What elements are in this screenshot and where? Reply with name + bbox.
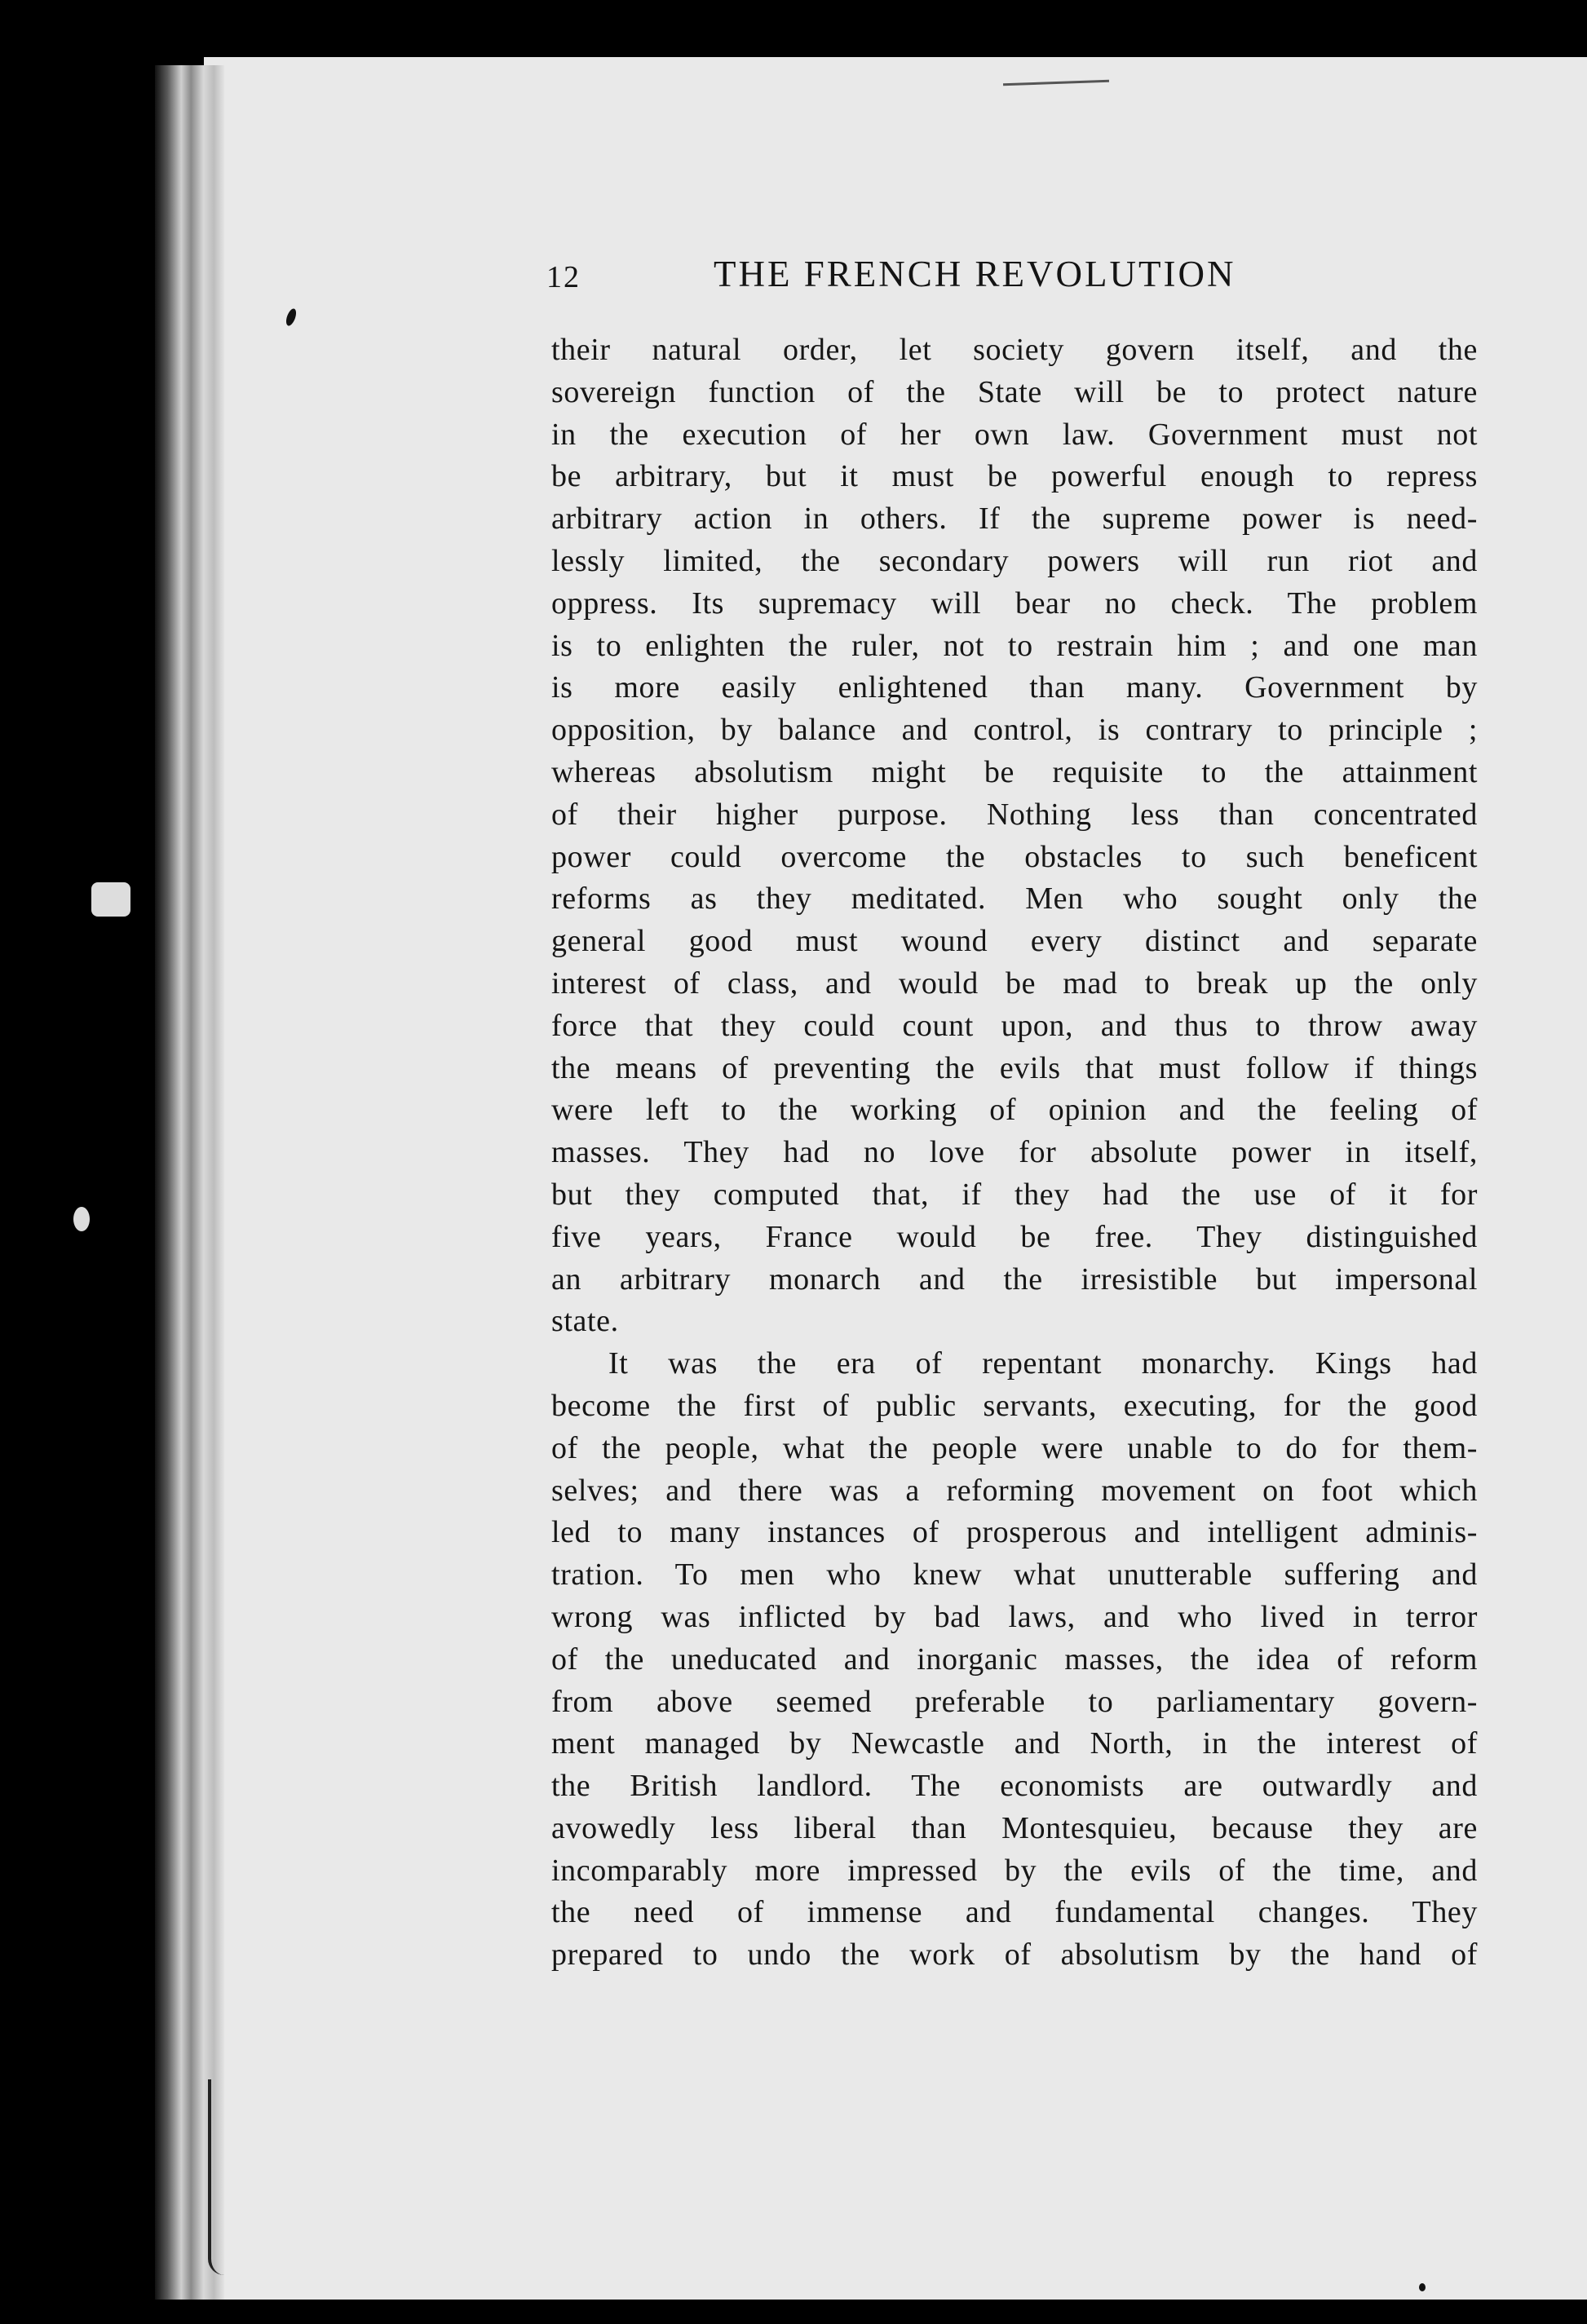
text-line: arbitrary action in others. If the supreme power is need- xyxy=(551,501,1478,537)
text-line: power could overcome the obstacles to such beneficent xyxy=(551,839,1478,874)
text-line: were left to the working of opinion and the feeling of xyxy=(551,1093,1478,1128)
text-line: become the first of public servants, executing, for the good xyxy=(551,1388,1478,1423)
paragraph xyxy=(551,329,1478,1343)
body-text xyxy=(551,329,1478,1977)
text-line: masses. They had no love for absolute power in itself, xyxy=(551,1135,1478,1170)
ink-speck-small xyxy=(1419,2283,1426,2291)
text-line: be arbitrary, but it must be powerful enough to repress xyxy=(551,459,1478,494)
book-spine xyxy=(155,65,224,2300)
text-line: in the execution of her own law. Government must not xyxy=(551,417,1478,452)
spine-edge-shadow xyxy=(208,2079,228,2275)
text-line: from above seemed preferable to parliamentary govern- xyxy=(551,1684,1478,1719)
running-title: THE FRENCH REVOLUTION xyxy=(714,254,1236,294)
text-line: wrong was inflicted by bad laws, and who lived in terror xyxy=(551,1599,1478,1634)
text-line: led to many instances of prosperous and intelligent adminis- xyxy=(551,1515,1478,1550)
text-line: but they computed that, if they had the use of it for xyxy=(551,1177,1478,1212)
text-line: lessly limited, the secondary powers will run riot and xyxy=(551,543,1478,578)
text-line: is more easily enlightened than many. Government by xyxy=(551,670,1478,705)
text-line: reforms as they meditated. Men who sought only the xyxy=(551,881,1478,917)
page-tab-mark xyxy=(91,882,130,917)
text-line: the need of immense and fundamental changes. They xyxy=(551,1895,1478,1930)
text-line: of their higher purpose. Nothing less than concentrated xyxy=(551,797,1478,832)
text-line: five years, France would be free. They distinguished xyxy=(551,1219,1478,1254)
page-speck xyxy=(73,1207,90,1231)
text-line: ment managed by Newcastle and North, in the interest of xyxy=(551,1726,1478,1761)
text-line: their natural order, let society govern itself, and the xyxy=(551,333,1478,367)
text-line: opposition, by balance and control, is contrary to principle ; xyxy=(551,713,1478,748)
text-line: avowedly less liberal than Montesquieu, because they are xyxy=(551,1810,1478,1845)
text-line: incomparably more impressed by the evils of the time, and xyxy=(551,1853,1478,1888)
text-line: oppress. Its supremacy will bear no check. The problem xyxy=(551,585,1478,621)
page-number: 12 xyxy=(546,260,581,294)
text-line: prepared to undo the work of absolutism by the hand of xyxy=(551,1937,1478,1973)
text-line: the means of preventing the evils that must follow if things xyxy=(551,1050,1478,1085)
text-line: of the people, what the people were unable to do for them- xyxy=(551,1430,1478,1465)
text-line: sovereign function of the State will be to protect nature xyxy=(551,374,1478,409)
text-line: interest of class, and would be mad to break up the only xyxy=(551,965,1478,1001)
text-line: force that they could count upon, and thus to throw away xyxy=(551,1008,1478,1043)
text-line: tration. To men who knew what unutterable suffering and xyxy=(551,1557,1478,1593)
text-line: an arbitrary monarch and the irresistible but impersonal xyxy=(551,1261,1478,1297)
page-header xyxy=(546,253,1492,318)
text-line: of the uneducated and inorganic masses, the idea of reform xyxy=(551,1641,1478,1677)
text-line: selves; and there was a reforming movement on foot which xyxy=(551,1473,1478,1508)
paragraph xyxy=(551,1343,1478,1977)
text-line: state. xyxy=(551,1304,619,1339)
text-line: general good must wound every distinct and separate xyxy=(551,924,1478,959)
text-line: the British landlord. The economists are outwardly and xyxy=(551,1769,1478,1804)
text-line: It was the era of repentant monarchy. Kings had xyxy=(608,1346,1478,1381)
text-line: whereas absolutism might be requisite to the attainment xyxy=(551,754,1478,789)
text-line: is to enlighten the ruler, not to restrain him ; and one man xyxy=(551,628,1478,663)
